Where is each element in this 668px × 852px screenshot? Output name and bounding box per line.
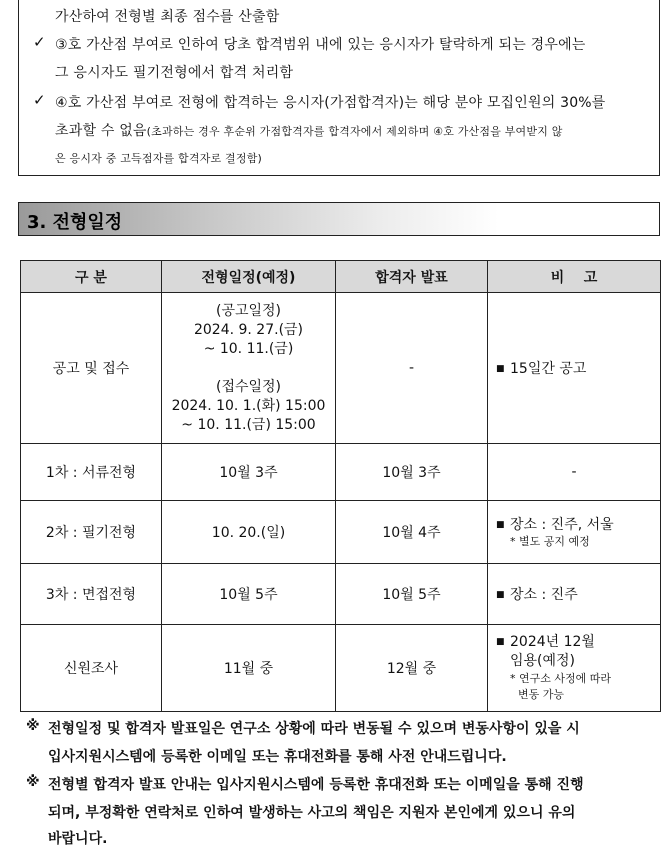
- item4-line1: ④호 가산점 부여로 전형에 합격하는 응시자(가점합격자)는 해당 분야 모집인원의 30%를: [55, 95, 606, 111]
- remark-note: * 연구소 사정에 따라: [510, 672, 611, 685]
- row-schedule: 10월 5주: [162, 564, 336, 625]
- row-remark: [488, 564, 661, 625]
- row-remark: [488, 293, 661, 444]
- schedule-line: 2024. 9. 27.(금): [193, 321, 304, 338]
- note2-line3: 바랍니다.: [48, 831, 108, 847]
- table-row: [21, 444, 661, 501]
- schedule-table: [20, 260, 661, 712]
- row-result: 10월 4주: [336, 501, 488, 564]
- score-calc-line: 가산하여 전형별 최종 점수를 산출함: [55, 9, 280, 25]
- checkmark-icon: ✓: [33, 91, 46, 109]
- bullet-icon: ■: [496, 637, 505, 647]
- row-result: 10월 5주: [336, 564, 488, 625]
- row-remark: [488, 501, 661, 564]
- row-schedule: [162, 293, 336, 444]
- item4-line2-main: 초과할 수 없음: [55, 123, 147, 139]
- item4-line3: 은 응시자 중 고득점자를 합격자로 결정함): [55, 152, 263, 165]
- schedule-line: 2024. 10. 1.(화) 15:00: [171, 397, 326, 414]
- item3-line2: 그 응시자도 필기전형에서 합격 처리함: [55, 65, 294, 81]
- row-result: 10월 3주: [336, 444, 488, 501]
- note2-line1: 전형별 합격자 발표 안내는 입사지원시스템에 등록한 휴대전화 또는 이메일을 통해 진행: [48, 777, 584, 793]
- header-category: 구 분: [21, 261, 162, 293]
- row-schedule: 10월 3주: [162, 444, 336, 501]
- bullet-icon: ■: [496, 590, 505, 600]
- note-mark: ※: [26, 718, 40, 734]
- item3-line1: ③호 가산점 부여로 인하여 당초 합격범위 내에 있는 응시자가 탈락하게 되는 경우에는: [55, 37, 586, 53]
- item4-line2: [55, 120, 563, 140]
- row-category: 2차 : 필기전형: [21, 501, 162, 564]
- row-result: 12월 중: [336, 625, 488, 712]
- remark-note: * 별도 공지 예정: [510, 535, 590, 548]
- schedule-line: (접수일정): [215, 378, 282, 395]
- checkmark-icon: ✓: [33, 33, 46, 51]
- table-row: [21, 501, 661, 564]
- section-header: [18, 202, 660, 236]
- row-schedule: 10. 20.(일): [162, 501, 336, 564]
- section-title: 3. 전형일정: [27, 212, 123, 233]
- table-row: [21, 564, 661, 625]
- remark-text: 장소 : 진주, 서울: [510, 517, 614, 533]
- row-category: 1차 : 서류전형: [21, 444, 162, 501]
- header-result: 합격자 발표: [336, 261, 488, 293]
- schedule-spacer: [162, 359, 335, 378]
- item4-line2-small: (초과하는 경우 후순위 가점합격자를 합격자에서 제외하며 ④호 가산점을 부여받지 않: [146, 125, 563, 138]
- header-remark: 비 고: [488, 261, 661, 293]
- row-category: 공고 및 접수: [21, 293, 162, 444]
- bullet-icon: ■: [496, 520, 505, 530]
- remark-text: 2024년 12월: [510, 634, 595, 650]
- remark-text: 장소 : 진주: [510, 587, 578, 603]
- row-remark: -: [488, 444, 661, 501]
- row-remark: [488, 625, 661, 712]
- schedule-line: ~ 10. 11.(금): [203, 340, 294, 357]
- table-row: [21, 293, 661, 444]
- remark-text: 15일간 공고: [510, 361, 587, 377]
- header-schedule: 전형일정(예정): [162, 261, 336, 293]
- eligibility-notes-box: [18, 0, 660, 176]
- row-schedule: 11월 중: [162, 625, 336, 712]
- note1-line1: 전형일정 및 합격자 발표일은 연구소 상황에 따라 변동될 수 있으며 변동사항이 있을 시: [48, 721, 580, 737]
- schedule-line: ~ 10. 11.(금) 15:00: [181, 416, 316, 433]
- note-mark: ※: [26, 774, 40, 790]
- remark-text-line2: 임용(예정): [510, 653, 576, 669]
- bullet-icon: ■: [496, 364, 505, 374]
- note2-line2: 되며, 부정확한 연락처로 인하여 발생하는 사고의 책임은 지원자 본인에게 있으니 유의: [48, 805, 576, 821]
- note1-line2: 입사지원시스템에 등록한 이메일 또는 휴대전화를 통해 사전 안내드립니다.: [48, 749, 507, 765]
- row-result: -: [336, 293, 488, 444]
- schedule-line: (공고일정): [215, 302, 282, 319]
- row-category: 3차 : 면접전형: [21, 564, 162, 625]
- row-category: 신원조사: [21, 625, 162, 712]
- table-header-row: [21, 261, 661, 293]
- remark-note-line2: 변동 가능: [518, 688, 565, 701]
- table-row: [21, 625, 661, 712]
